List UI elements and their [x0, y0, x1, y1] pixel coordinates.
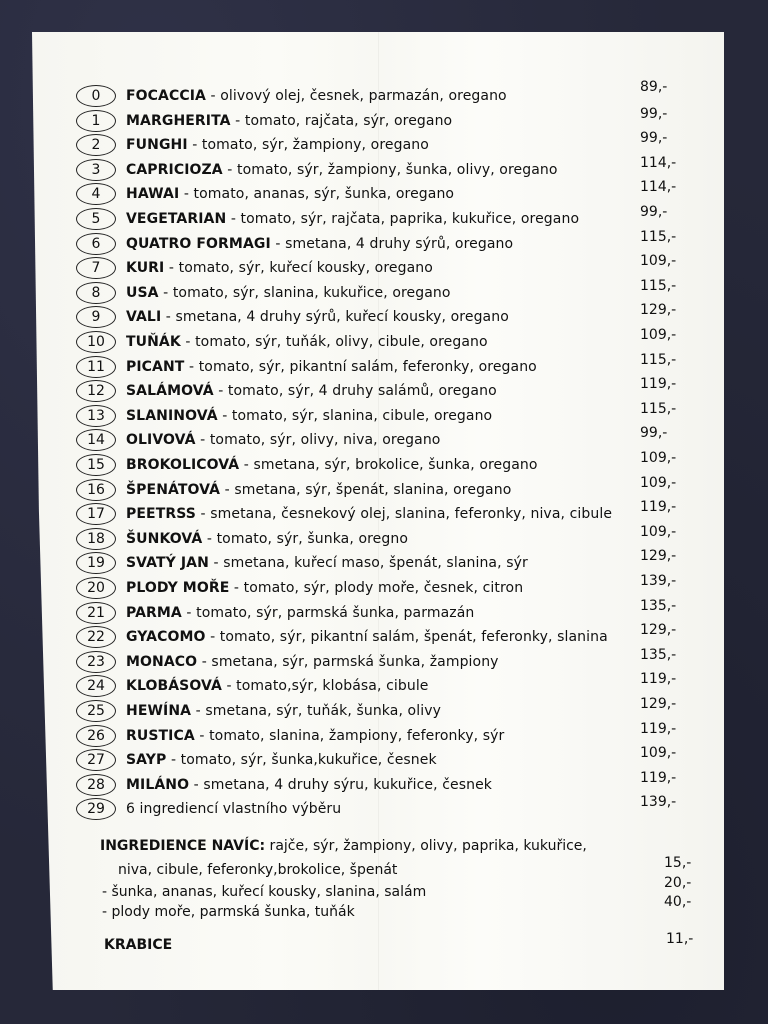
item-description: - smetana, kuřecí maso, špenát, slanina, sýr	[208, 555, 528, 572]
item-text	[126, 285, 451, 301]
item-text	[126, 654, 499, 670]
item-number-circle: 4	[76, 183, 116, 205]
menu-item	[76, 182, 454, 206]
item-number-circle: 10	[76, 331, 116, 353]
item-description: - smetana, sýr, špenát, slanina, oregano	[220, 481, 512, 498]
item-name: MONACO	[126, 653, 198, 670]
item-text	[126, 211, 579, 227]
item-name: SALÁMOVÁ	[126, 383, 214, 400]
item-number-circle: 11	[76, 356, 116, 378]
item-name: VEGETARIAN	[126, 211, 227, 227]
item-name: FUNGHI	[126, 137, 188, 154]
box-price: 11,-	[666, 931, 694, 947]
item-price: 99,-	[640, 105, 668, 122]
item-price: 99,-	[640, 425, 668, 442]
item-name: SLANINOVÁ	[126, 407, 218, 424]
item-number-circle: 24	[76, 675, 116, 697]
item-name: HAWAI	[126, 186, 180, 203]
item-text	[126, 580, 523, 596]
item-number-circle: 13	[76, 405, 116, 427]
item-price: 129,-	[640, 548, 677, 565]
item-description: - smetana, sýr, parmská šunka, žampiony	[197, 653, 499, 670]
item-price: 119,-	[640, 769, 677, 786]
menu-item	[76, 305, 509, 329]
item-description: - smetana, 4 druhy sýrů, oregano	[270, 235, 514, 252]
item-price: 109,-	[640, 745, 677, 762]
item-text	[126, 457, 538, 473]
item-description: - tomato, sýr, 4 druhy salámů, oregano	[213, 383, 497, 400]
item-price: 115,-	[640, 277, 677, 294]
menu-item	[76, 478, 511, 502]
item-price: 109,-	[640, 450, 677, 466]
item-name: PEETRSS	[126, 506, 196, 523]
item-text	[126, 678, 429, 694]
item-name: MILÁNO	[126, 776, 190, 793]
item-price: 139,-	[640, 573, 677, 589]
item-text	[126, 555, 528, 571]
menu-item	[76, 330, 488, 354]
item-price: 115,-	[640, 228, 677, 245]
item-text	[126, 186, 454, 202]
menu-item	[76, 453, 538, 477]
item-price: 114,-	[640, 154, 677, 171]
item-number-circle: 9	[76, 306, 116, 328]
item-text	[126, 408, 492, 424]
item-text	[126, 482, 511, 498]
item-description: - tomato, sýr, žampiony, oregano	[187, 137, 429, 154]
item-description: - tomato, sýr, šunka,kukuřice, česnek	[166, 752, 437, 769]
item-number-circle: 19	[76, 552, 116, 574]
box-label: KRABICE	[104, 937, 173, 953]
item-price: 129,-	[640, 302, 677, 319]
item-text	[126, 777, 492, 793]
item-number-circle: 6	[76, 233, 116, 255]
item-price: 115,-	[640, 351, 677, 368]
menu-item	[76, 699, 441, 723]
item-description: - tomato, sýr, plody moře, česnek, citron	[229, 580, 524, 596]
item-name: KURI	[126, 260, 165, 277]
item-number-circle: 28	[76, 774, 116, 796]
item-number-circle: 0	[76, 85, 116, 107]
item-name: QUATRO FORMAGI	[126, 235, 271, 252]
menu-item	[76, 625, 608, 649]
item-price: 109,-	[640, 523, 677, 540]
item-description: - tomato, sýr, rajčata, paprika, kukuřice, oregano	[226, 211, 580, 227]
item-description: - tomato, sýr, žampiony, šunka, olivy, oregano	[222, 161, 558, 178]
extras-price-1: 15,-	[664, 855, 692, 871]
item-description: - tomato,sýr, klobása, cibule	[221, 678, 429, 695]
item-text	[126, 162, 558, 178]
item-number-circle: 22	[76, 626, 116, 648]
extras-line-1	[100, 838, 587, 854]
item-price: 139,-	[640, 794, 677, 811]
item-name: SVATÝ JAN	[126, 555, 209, 572]
item-number-circle: 23	[76, 651, 116, 673]
item-text	[126, 359, 537, 375]
item-description: - olivový olej, česnek, parmazán, oregano	[205, 88, 507, 104]
item-number-circle: 15	[76, 454, 116, 476]
item-name: BROKOLICOVÁ	[126, 457, 240, 473]
item-description: - tomato, sýr, pikantní salám, špenát, feferonky, slanina	[205, 629, 608, 646]
item-name: SAYP	[126, 752, 167, 769]
item-number-circle: 21	[76, 602, 116, 624]
item-number-circle: 29	[76, 798, 116, 820]
item-text	[126, 260, 433, 276]
extras-line-3: - šunka, ananas, kuřecí kousky, slanina, salám	[102, 884, 427, 900]
menu-item	[76, 84, 507, 108]
item-text	[126, 383, 497, 399]
menu-item	[76, 428, 440, 452]
item-description: - tomato, sýr, tuňák, olivy, cibule, oregano	[180, 334, 488, 350]
item-description: - smetana, 4 druhy sýru, kukuřice, česnek	[189, 776, 492, 793]
item-description: - tomato, sýr, šunka, oregno	[202, 530, 408, 547]
item-name: PARMA	[126, 604, 182, 621]
item-description: - smetana, 4 druhy sýrů, kuřecí kousky, oregano	[161, 309, 509, 326]
extras-line-4: - plody moře, parmská šunka, tuňák	[102, 904, 355, 920]
item-price: 119,-	[640, 376, 677, 393]
item-price: 129,-	[640, 696, 677, 712]
item-text	[126, 309, 509, 325]
extras-price-2: 20,-	[664, 875, 692, 891]
menu-item	[76, 551, 528, 575]
item-name: VALI	[126, 309, 162, 326]
item-number-circle: 25	[76, 700, 116, 722]
item-text	[126, 531, 408, 547]
item-price: 109,-	[640, 253, 677, 270]
item-text	[126, 432, 440, 448]
menu-item	[76, 576, 523, 600]
item-name: ŠUNKOVÁ	[126, 530, 203, 547]
item-name: KLOBÁSOVÁ	[126, 678, 222, 695]
item-number-circle: 14	[76, 429, 116, 451]
item-description: - tomato, sýr, kuřecí kousky, oregano	[164, 260, 433, 277]
extras-price-3: 40,-	[664, 894, 692, 910]
item-text	[126, 605, 474, 621]
extras-list-1: rajče, sýr, žampiony, olivy, paprika, kukuřice,	[265, 838, 587, 854]
item-price: 129,-	[640, 622, 677, 639]
item-price: 109,-	[640, 474, 677, 491]
item-price: 99,-	[640, 204, 668, 220]
menu-item	[76, 355, 537, 379]
item-price: 135,-	[640, 646, 677, 663]
menu-item	[76, 232, 513, 256]
item-number-circle: 16	[76, 479, 116, 501]
item-price: 109,-	[640, 327, 677, 343]
item-text	[126, 629, 608, 645]
menu-item	[76, 724, 504, 748]
item-description: 6 ingrediencí vlastního výběru	[126, 801, 342, 818]
item-number-circle: 26	[76, 725, 116, 747]
item-number-circle: 17	[76, 503, 116, 525]
item-description: - smetana, česnekový olej, slanina, feferonky, niva, cibule	[195, 506, 613, 523]
item-description: - tomato, rajčata, sýr, oregano	[230, 112, 453, 129]
item-text	[126, 506, 612, 522]
item-price: 114,-	[640, 179, 677, 196]
item-number-circle: 20	[76, 577, 116, 599]
menu-item	[76, 281, 451, 305]
item-description: - tomato, sýr, parmská šunka, parmazán	[181, 604, 475, 621]
item-text	[126, 137, 429, 153]
item-name: MARGHERITA	[126, 112, 231, 129]
menu-item	[76, 748, 437, 772]
item-number-circle: 3	[76, 159, 116, 181]
item-text	[126, 728, 504, 744]
item-price: 119,-	[640, 499, 677, 516]
item-price: 115,-	[640, 400, 677, 417]
item-name: PLODY MOŘE	[126, 580, 230, 596]
item-description: - smetana, sýr, brokolice, šunka, oregano	[239, 457, 538, 473]
menu-item	[76, 502, 612, 526]
item-name: RUSTICA	[126, 727, 195, 744]
item-description: - tomato, sýr, slanina, kukuřice, oregano	[158, 284, 451, 301]
item-number-circle: 2	[76, 134, 116, 156]
item-description: - tomato, ananas, sýr, šunka, oregano	[179, 186, 455, 203]
item-name: ŠPENÁTOVÁ	[126, 481, 221, 498]
item-description: - tomato, sýr, olivy, niva, oregano	[195, 432, 441, 449]
menu-item	[76, 527, 408, 551]
menu-item	[76, 674, 429, 698]
item-number-circle: 7	[76, 257, 116, 279]
extras-title: INGREDIENCE NAVÍC:	[100, 838, 266, 854]
item-number-circle: 1	[76, 110, 116, 132]
item-name: USA	[126, 284, 159, 301]
menu-item	[76, 601, 474, 625]
item-number-circle: 5	[76, 208, 116, 230]
item-description: - tomato, sýr, pikantní salám, feferonky, oregano	[184, 358, 537, 375]
item-name: TUŇÁK	[126, 334, 181, 350]
item-description: - smetana, sýr, tuňák, šunka, olivy	[191, 703, 441, 719]
menu-item	[76, 404, 492, 428]
item-price: 119,-	[640, 671, 677, 688]
item-description: - tomato, slanina, žampiony, feferonky, sýr	[194, 727, 505, 744]
item-price: 135,-	[640, 597, 677, 614]
menu-item	[76, 133, 429, 157]
item-text	[126, 113, 452, 129]
item-text	[126, 236, 513, 252]
item-name: CAPRICIOZA	[126, 161, 223, 178]
item-name: HEWÍNA	[126, 703, 192, 719]
menu-item	[76, 109, 452, 133]
extras-line-2: niva, cibule, feferonky,brokolice, špenát	[118, 862, 398, 878]
menu-item	[76, 207, 579, 231]
item-number-circle: 27	[76, 749, 116, 771]
item-price: 89,-	[640, 79, 668, 95]
menu-item	[76, 158, 558, 182]
item-text	[126, 88, 507, 104]
item-text	[126, 752, 437, 768]
item-name: FOCACCIA	[126, 88, 206, 104]
item-text	[126, 703, 441, 719]
item-price: 119,-	[640, 720, 677, 737]
item-text	[126, 334, 488, 350]
menu-item	[76, 256, 433, 280]
menu-item	[76, 773, 492, 797]
item-text	[126, 801, 341, 817]
item-name: PICANT	[126, 358, 185, 375]
menu-item	[76, 797, 341, 821]
item-number-circle: 8	[76, 282, 116, 304]
item-number-circle: 18	[76, 528, 116, 550]
item-description: - tomato, sýr, slanina, cibule, oregano	[217, 407, 493, 424]
item-name: OLIVOVÁ	[126, 432, 196, 449]
menu-item	[76, 650, 499, 674]
item-name: GYACOMO	[126, 629, 206, 646]
item-number-circle: 12	[76, 380, 116, 402]
menu-item	[76, 379, 497, 403]
item-price: 99,-	[640, 130, 668, 147]
